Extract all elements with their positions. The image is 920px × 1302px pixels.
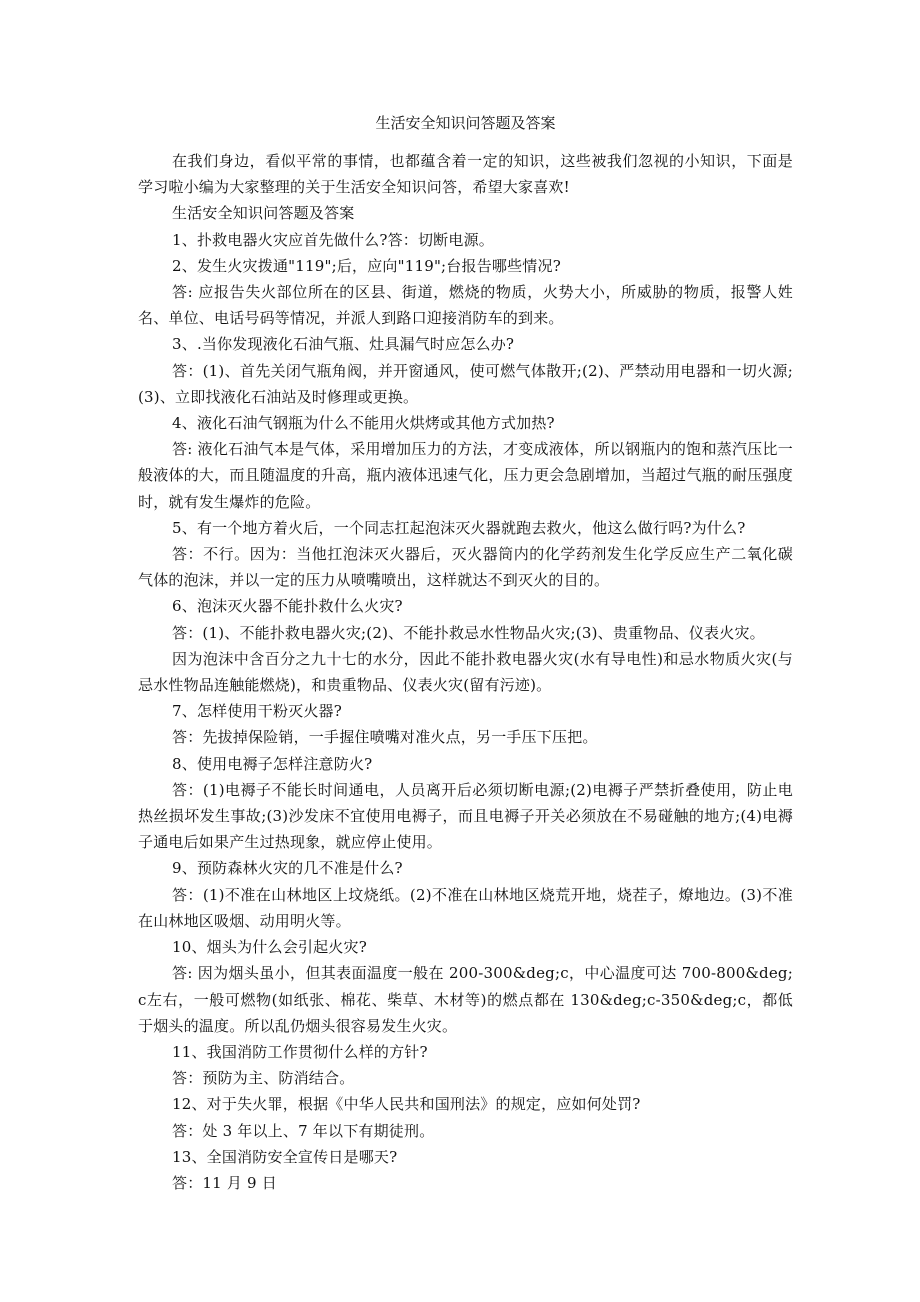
answer-13: 答：11 月 9 日: [172, 1173, 277, 1192]
answer-5: 答：不行。因为：当他扛泡沫灭火器后，灭火器筒内的化学药剂发生化学反应生产二氧化碳气体的泡沫，并以一定的压力从喷嘴喷出，这样就达不到灭火的目的。: [138, 545, 793, 590]
answer-8: 答：(1)电褥子不能长时间通电，人员离开后必须切断电源;(2)电褥子严禁折叠使用，防止电热丝损坏发生事故;(3)沙发床不宜使用电褥子，而且电褥子开关必须放在不易碰触的地方;(4)电褥子通电后如果产生过热现象，就应停止使用。: [138, 780, 793, 852]
answer-12: 答：处 3 年以上、7 年以下有期徒刑。: [172, 1121, 435, 1140]
answer-11: 答：预防为主、防消结合。: [172, 1069, 355, 1088]
answer-6: 答：(1)、不能扑救电器火灾;(2)、不能扑救忌水性物品火灾;(3)、贵重物品、仪表火灾。: [172, 623, 765, 642]
question-12: 12、对于失火罪，根据《中华人民共和国刑法》的规定，应如何处罚?: [172, 1095, 641, 1114]
question-8: 8、使用电褥子怎样注意防火?: [172, 754, 373, 773]
answer-7: 答：先拔掉保险销，一手握住喷嘴对准火点，另一手压下压把。: [172, 728, 598, 747]
answer-9: 答：(1)不准在山林地区上坟烧纸。(2)不准在山林地区烧荒开地，烧茬子，燎地边。(3)不准在山林地区吸烟、动用明火等。: [138, 885, 793, 930]
document-body: [138, 148, 793, 1196]
document-page: [138, 110, 793, 1196]
question-6: 6、泡沫灭火器不能扑救什么火灾?: [172, 597, 403, 616]
section-heading: 生活安全知识问答题及答案: [172, 204, 355, 223]
question-7: 7、怎样使用干粉灭火器?: [172, 702, 342, 721]
answer-3: 答：(1)、首先关闭气瓶角阀，并开窗通风，使可燃气体散开;(2)、严禁动用电器和一切火源;(3)、立即找液化石油站及时修理或更换。: [138, 361, 793, 406]
answer-4: 答: 液化石油气本是气体，采用增加压力的方法，才变成液体，所以钢瓶内的饱和蒸汽压比一般液体的大，而且随温度的升高，瓶内液体迅速气化，压力更会急剧增加，当超过气瓶的耐压强度时，就有发生爆炸的危险。: [138, 440, 793, 511]
question-4: 4、液化石油气钢瓶为什么不能用火烘烤或其他方式加热?: [172, 414, 555, 433]
intro-paragraph: 在我们身边，看似平常的事情，也都蕴含着一定的知识，这些被我们忽视的小知识，下面是学习啦小编为大家整理的关于生活安全知识问答，希望大家喜欢!: [138, 152, 793, 197]
document-title: 生活安全知识问答题及答案: [375, 114, 556, 132]
answer-6-explanation: 因为泡沫中含百分之九十七的水分，因此不能扑救电器火灾(水有导电性)和忌水物质火灾(与忌水性物品连触能燃烧)，和贵重物品、仪表火灾(留有污迹)。: [138, 649, 793, 695]
question-5: 5、有一个地方着火后，一个同志扛起泡沫灭火器就跑去救火，他这么做行吗?为什么?: [172, 518, 746, 537]
question-2: 2、发生火灾拨通"119";后，应向"119";台报告哪些情况?: [172, 256, 561, 275]
question-13: 13、全国消防安全宣传日是哪天?: [172, 1147, 398, 1166]
question-1: 1、扑救电器火灾应首先做什么?答：切断电源。: [172, 230, 494, 249]
answer-2: 答: 应报告失火部位所在的区县、街道，燃烧的物质，火势大小，所威胁的物质，报警人姓名、单位、电话号码等情况，并派人到路口迎接消防车的到来。: [138, 283, 793, 328]
question-9: 9、预防森林火灾的几不准是什么?: [172, 859, 403, 878]
question-11: 11、我国消防工作贯彻什么样的方针?: [172, 1042, 428, 1061]
question-10: 10、烟头为什么会引起火灾?: [172, 938, 367, 957]
answer-10: 答: 因为烟头虽小，但其表面温度一般在 200-300&deg;c，中心温度可达 700-800&deg;c左右，一般可燃物(如纸张、棉花、柴草、木材等)的燃点都在 130&deg;c-350&deg;c，都低于烟头的温度。所以乱仍烟头很容易发生火灾。: [138, 964, 793, 1035]
question-3: 3、.当你发现液化石油气瓶、灶具漏气时应怎么办?: [172, 335, 515, 354]
